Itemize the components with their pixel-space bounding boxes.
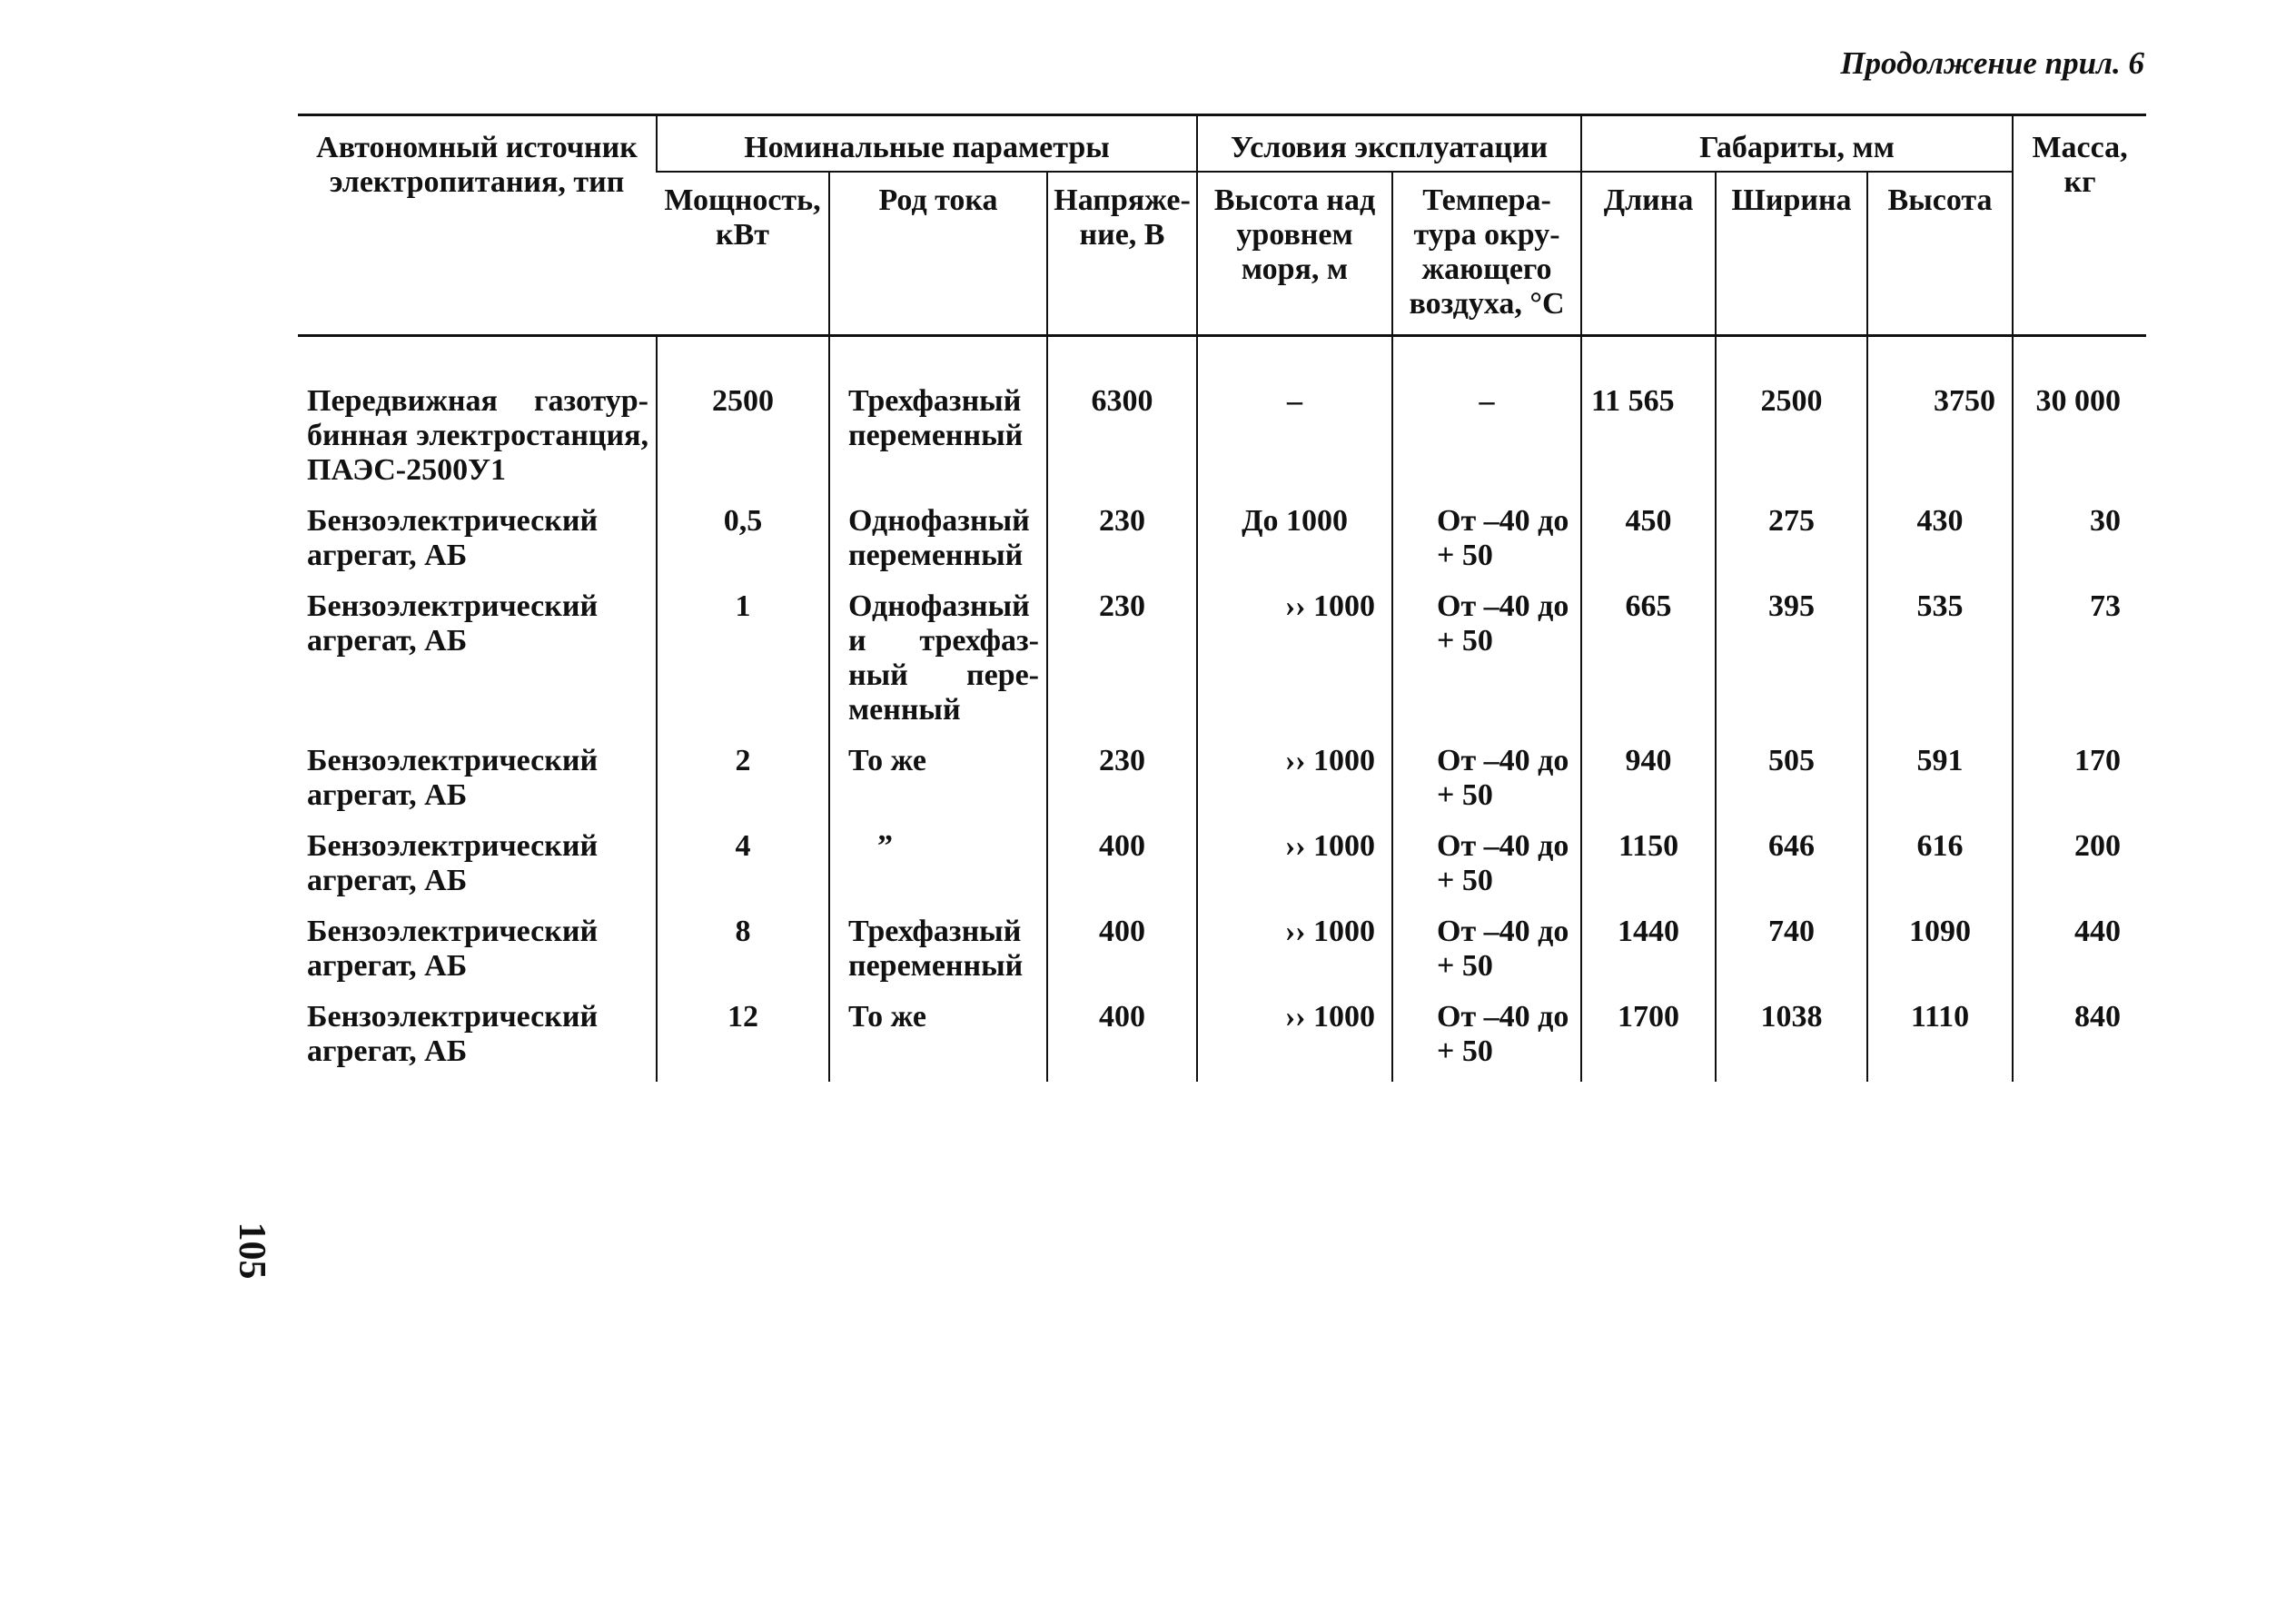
- cell-current: Трехфазный переменный: [829, 911, 1047, 996]
- cell-altitude: ›› 1000: [1197, 911, 1392, 996]
- cell-source: Бензоэлектрический агрегат, АБ: [307, 589, 599, 658]
- cell-current: Однофазный переменный: [829, 500, 1047, 586]
- cell-power: 2: [657, 740, 829, 826]
- cell-temperature: От –40 до + 50: [1392, 996, 1581, 1082]
- cell-voltage: 230: [1047, 740, 1197, 826]
- table-row: [298, 336, 2146, 501]
- cell-source: Передвижная газотурбинная электростанция, ПАЭС-2500У1: [307, 384, 648, 487]
- cell-source: Бензоэлектрический агрегат, АБ: [307, 504, 599, 572]
- cell-temperature: От –40 до + 50: [1392, 826, 1581, 911]
- table-row: [298, 500, 2146, 586]
- power-sources-table: [298, 114, 2146, 1082]
- header-voltage: Напряжение, В: [1047, 172, 1197, 336]
- cell-length: 665: [1581, 586, 1716, 740]
- cell-source: Бензоэлектрический агрегат, АБ: [307, 915, 599, 983]
- cell-altitude: До 1000: [1197, 500, 1392, 586]
- cell-length: 1150: [1581, 826, 1716, 911]
- cell-voltage: 230: [1047, 500, 1197, 586]
- cell-width: 1038: [1716, 996, 1867, 1082]
- table-row: [298, 911, 2146, 996]
- cell-temperature: От –40 до + 50: [1392, 740, 1581, 826]
- cell-mass: 30 000: [2013, 336, 2146, 501]
- table-row: [298, 586, 2146, 740]
- cell-height: 535: [1867, 586, 2013, 740]
- cell-power: 1: [657, 586, 829, 740]
- cell-voltage: 6300: [1047, 336, 1197, 501]
- table-row: [298, 996, 2146, 1082]
- header-source-type: Автономный источник электропитания, тип: [298, 115, 657, 336]
- cell-mass: 440: [2013, 911, 2146, 996]
- cell-length: 1700: [1581, 996, 1716, 1082]
- table-row: [298, 826, 2146, 911]
- header-nominal-parameters: Номинальные параметры: [657, 115, 1197, 173]
- cell-height: 1090: [1867, 911, 2013, 996]
- cell-voltage: 400: [1047, 826, 1197, 911]
- header-current-type: Род тока: [829, 172, 1047, 336]
- cell-power: 8: [657, 911, 829, 996]
- cell-voltage: 400: [1047, 996, 1197, 1082]
- cell-mass: 30: [2013, 500, 2146, 586]
- cell-current: Трехфазный переменный: [829, 336, 1047, 501]
- page-number: 105: [231, 1222, 272, 1280]
- cell-power: 12: [657, 996, 829, 1082]
- cell-width: 275: [1716, 500, 1867, 586]
- cell-current: ”: [829, 826, 1047, 911]
- cell-length: 940: [1581, 740, 1716, 826]
- cell-mass: 200: [2013, 826, 2146, 911]
- cell-source: Бензоэлектрический агрегат, АБ: [307, 744, 599, 812]
- cell-altitude: –: [1197, 336, 1392, 501]
- cell-current: То же: [829, 996, 1047, 1082]
- cell-length: 450: [1581, 500, 1716, 586]
- cell-source: Бензоэлектрический агрегат, АБ: [307, 829, 599, 897]
- header-length: Длина: [1581, 172, 1716, 336]
- cell-height: 430: [1867, 500, 2013, 586]
- cell-source: Бензоэлектрический агрегат, АБ: [307, 1000, 599, 1068]
- cell-width: 740: [1716, 911, 1867, 996]
- cell-width: 505: [1716, 740, 1867, 826]
- cell-voltage: 230: [1047, 586, 1197, 740]
- continuation-caption: Продолжение прил. 6: [1840, 45, 2144, 81]
- cell-mass: 73: [2013, 586, 2146, 740]
- cell-current: Однофазный и трехфазный переменный: [829, 586, 1047, 740]
- cell-power: 4: [657, 826, 829, 911]
- table-header: [298, 115, 2146, 336]
- cell-height: 616: [1867, 826, 2013, 911]
- header-power: Мощность, кВт: [657, 172, 829, 336]
- cell-height: 591: [1867, 740, 2013, 826]
- cell-altitude: ›› 1000: [1197, 826, 1392, 911]
- cell-height: 1110: [1867, 996, 2013, 1082]
- cell-length: 11 565: [1581, 336, 1716, 501]
- header-mass: Масса, кг: [2013, 115, 2146, 336]
- header-operating-conditions: Условия эксплуатации: [1197, 115, 1581, 173]
- table-row: [298, 740, 2146, 826]
- cell-mass: 170: [2013, 740, 2146, 826]
- cell-voltage: 400: [1047, 911, 1197, 996]
- cell-temperature: От –40 до + 50: [1392, 500, 1581, 586]
- header-width: Ширина: [1716, 172, 1867, 336]
- cell-temperature: От –40 до + 50: [1392, 911, 1581, 996]
- cell-power: 2500: [657, 336, 829, 501]
- header-height: Высота: [1867, 172, 2013, 336]
- cell-height: 3750: [1867, 336, 2013, 501]
- cell-temperature: От –40 до + 50: [1392, 586, 1581, 740]
- cell-temperature: –: [1392, 336, 1581, 501]
- header-altitude: Высота над уровнем моря, м: [1197, 172, 1392, 336]
- cell-altitude: ›› 1000: [1197, 996, 1392, 1082]
- cell-width: 395: [1716, 586, 1867, 740]
- cell-current: То же: [829, 740, 1047, 826]
- table-body: [298, 336, 2146, 1083]
- cell-power: 0,5: [657, 500, 829, 586]
- header-temperature: Температура окружающего воздуха, °С: [1392, 172, 1581, 336]
- cell-altitude: ›› 1000: [1197, 740, 1392, 826]
- header-dimensions: Габариты, мм: [1581, 115, 2013, 173]
- cell-length: 1440: [1581, 911, 1716, 996]
- cell-altitude: ›› 1000: [1197, 586, 1392, 740]
- cell-mass: 840: [2013, 996, 2146, 1082]
- cell-width: 646: [1716, 826, 1867, 911]
- cell-width: 2500: [1716, 336, 1867, 501]
